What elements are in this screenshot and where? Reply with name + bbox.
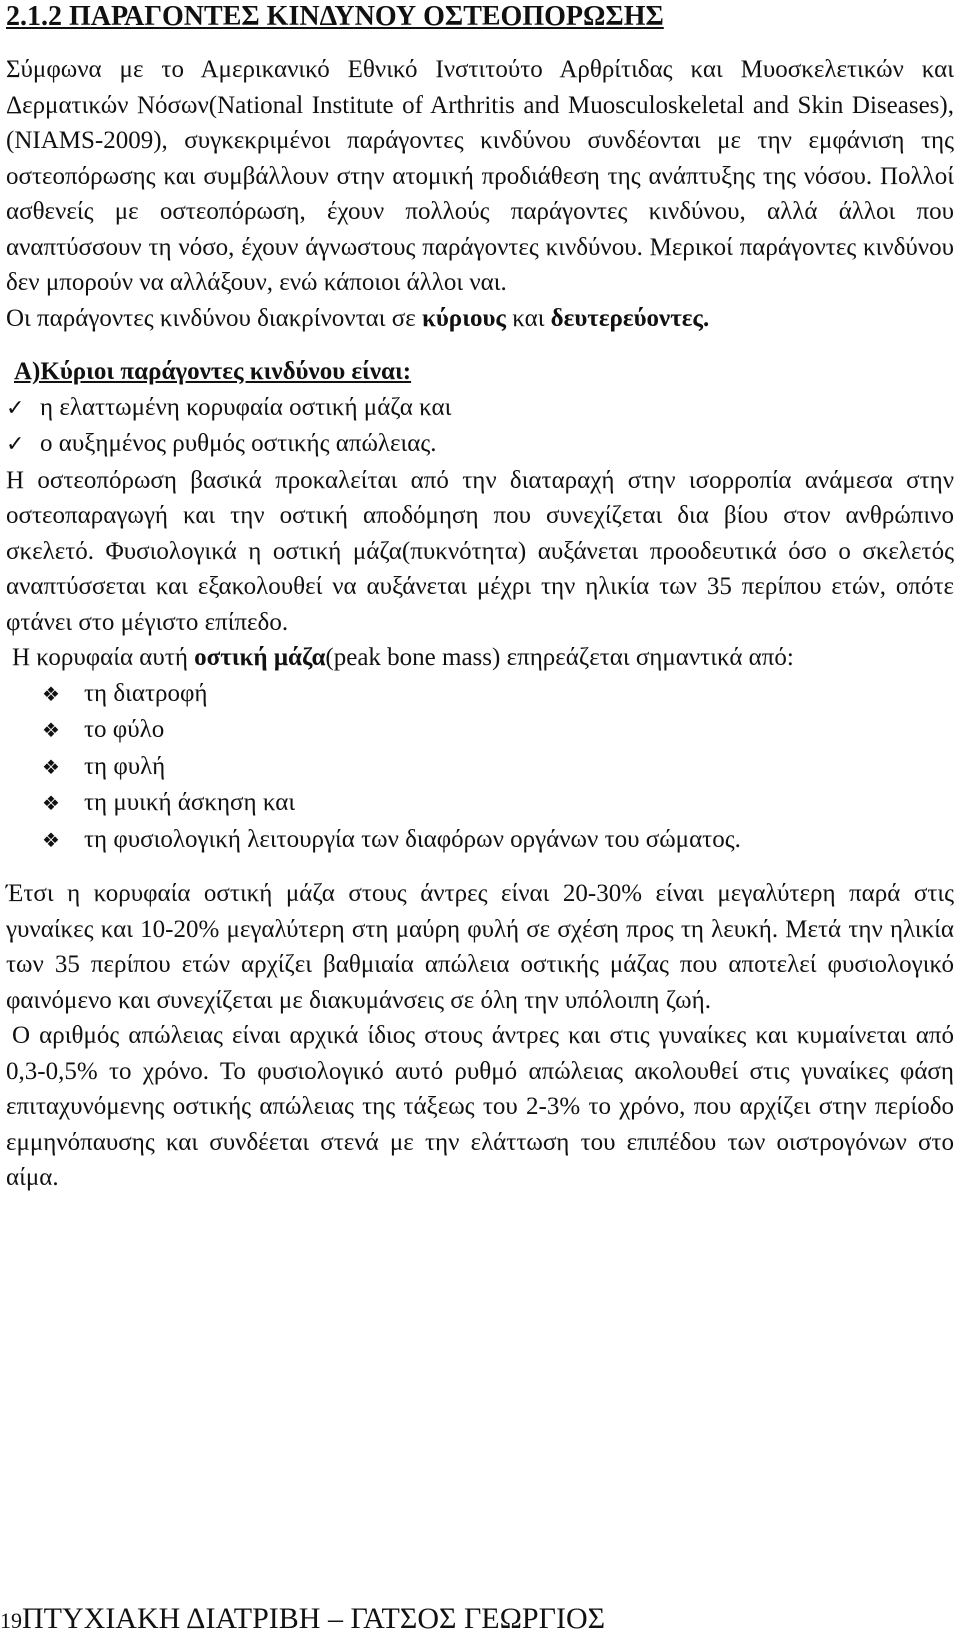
check-icon: ✓: [6, 432, 25, 457]
list-item-text: ο αυξημένος ρυθμός οστικής απώλειας.: [40, 430, 437, 457]
primary-factors-list: [6, 390, 954, 463]
body-paragraph-1: Η οστεοπόρωση βασικά προκαλείται από την διαταραχή στην ισορροπία ανάμεσα στην οστεοπαραγωγή και την οστική αποδόμηση που συνεχίζεται δια βίου στον ανθρώπινο σκελετό. Φυσιολογικά η οστική μάζα(πυκνότητα) αυξάνεται προοδευτικά όσο ο σκελετός αναπτύσσεται και εξακολουθεί να αυξάνεται μέχρι την ηλικία των 35 περίπου ετών, οπότε φτάνει στο μέγιστο επίπεδο.: [6, 466, 954, 636]
influencing-factors-list: [6, 676, 954, 859]
list-item: [6, 749, 954, 786]
list-item: [6, 712, 954, 749]
list-item-text: τη φυσιολογική λειτουργία των διαφόρων οργάνων του σώματος.: [84, 825, 741, 853]
secondary-term: δευτερεύοντες.: [550, 304, 710, 332]
diamond-bullet-icon: ❖: [42, 754, 60, 779]
footer-title: ΠΤΥΧΙΑΚΗ ΔΙΑΤΡΙΒΗ – ΓΑΤΣΟΣ ΓΕΩΡΓΙΟΣ: [22, 1602, 606, 1635]
page-number: 19: [0, 1608, 22, 1633]
diamond-bullet-icon: ❖: [42, 718, 60, 742]
list-item: [6, 426, 954, 463]
primary-term: κύριους: [421, 304, 506, 332]
list-item-text: τη φυλή: [84, 752, 166, 780]
body-paragraph-2: Έτσι η κορυφαία οστική μάζα στους άντρες είναι 20-30% είναι μεγαλύτερη παρά στις γυναίκες και 10-20% μεγαλύτερη στη μαύρη φυλή σε σχέση προς τη λευκή. Μετά την ηλικία των 35 περίπου ετών αρχίζει βαθμιαία απώλεια οστικής μάζας που αποτελεί φυσιολογικό φαινόμενο και συνεχίζεται με διακυμάνσεις σε όλη την υπόλοιπη ζωή.: [6, 880, 954, 1014]
diamond-bullet-icon: ❖: [42, 791, 60, 815]
list-item-text: τη μυική άσκηση και: [84, 789, 296, 816]
peak-bold-term: οστική μάζα: [194, 644, 326, 671]
peak-suffix: (peak bone mass) επηρεάζεται σημαντικά από:: [325, 644, 794, 671]
list-item: [6, 822, 954, 859]
risk-classification-paragraph: [6, 301, 954, 337]
list-item: [6, 390, 954, 427]
list-item-text: το φύλο: [84, 716, 165, 743]
diamond-bullet-icon: ❖: [42, 827, 60, 852]
diamond-bullet-icon: ❖: [42, 681, 60, 706]
section-heading: 2.1.2 ΠΑΡΑΓΟΝΤΕΣ ΚΙΝΔΥΝΟΥ ΟΣΤΕΟΠΟΡΩΣΗΣ: [6, 1, 664, 32]
page-footer: [0, 1602, 605, 1638]
intro-paragraph: Σύμφωνα με το Αμερικανικό Εθνικό Ινστιτούτο Αρθρίτιδας και Μυοσκελετικών και Δερματικών Νόσων(National Institute of Arthritis and Muosculoskeletal and Skin Diseases),(NIAMS-2009), συγκεκριμένοι παράγοντες κινδύνου συνδέονται με την εμφάνιση της οστεοπόρωσης και συμβάλλουν στην ατομική προδιάθεση της ανάπτυξης της νόσου. Πολλοί ασθενείς με οστεοπόρωση, έχουν πολλούς παράγοντες κινδύνου, αλλά άλλοι που αναπτύσσουν τη νόσο, έχουν άγνωστους παράγοντες κινδύνου. Μερικοί παράγοντες κινδύνου δεν μπορούν να αλλάξουν, ενώ κάποιοι άλλοι ναι.: [6, 56, 954, 296]
primary-factors-heading: Α)Κύριοι παράγοντες κινδύνου είναι:: [14, 358, 412, 385]
peak-prefix: Η κορυφαία αυτή: [12, 644, 195, 671]
list-item: [6, 785, 954, 822]
classification-mid: και: [505, 304, 551, 332]
list-item-text: τη διατροφή: [84, 679, 208, 707]
body-paragraph-3: Ο αριθμός απώλειας είναι αρχικά ίδιος στους άντρες και στις γυναίκες και κυμαίνεται από 0,3-0,5% το χρόνο. Το φυσιολογικό αυτό ρυθμό απώλειας ακολουθεί στις γυναίκες φάση επιταχυνόμενης οστικής απώλειας της τάξεως του 2-3% το χρόνο, που αρχίζει στην περίοδο εμμηνόπαυσης και συνδέεται στενά με την ελάττωση του επιπέδου των οιστρογόνων στο αίμα.: [6, 1022, 954, 1191]
list-item-text: η ελαττωμένη κορυφαία οστική μάζα και: [40, 393, 452, 421]
peak-bone-mass-paragraph: [6, 640, 954, 676]
classification-prefix: Οι παράγοντες κινδύνου διακρίνονται σε: [6, 304, 422, 332]
document-page: [6, 0, 954, 1196]
list-item: [6, 676, 954, 713]
check-icon: ✓: [6, 395, 25, 421]
